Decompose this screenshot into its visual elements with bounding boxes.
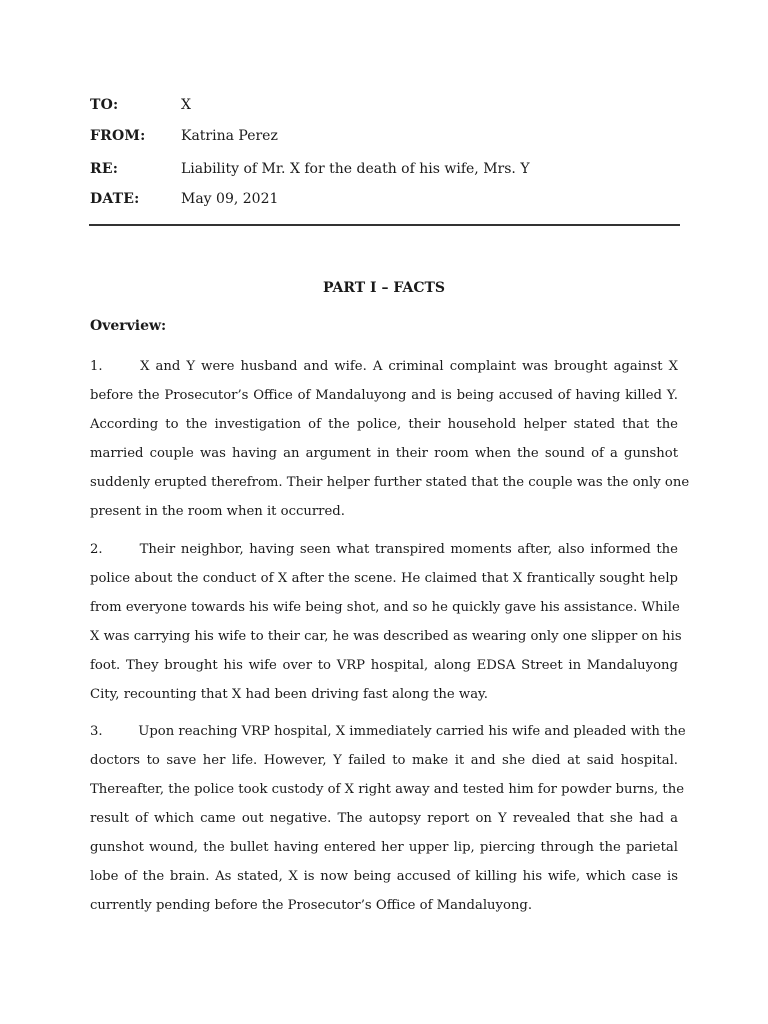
paragraph-line: police about the conduct of X after the scene. He claimed that X frantically sought help	[90, 571, 678, 586]
paragraph-line: before the Prosecutor’s Office of Mandaluyong and is being accused of having killed Y.	[90, 388, 678, 403]
paragraph-2	[90, 535, 682, 709]
paragraph-line	[90, 352, 678, 381]
memo-to-label: TO:	[90, 97, 119, 113]
part-heading: PART I – FACTS	[322, 280, 445, 296]
memo-date-value: May 09, 2021	[181, 191, 279, 207]
paragraph-line-text: Their neighbor, having seen what transpired moments after, also informed the	[139, 542, 678, 557]
paragraph-line: currently pending before the Prosecutor’s Office of Mandaluyong.	[90, 898, 533, 913]
paragraph-line: result of which came out negative. The autopsy report on Y revealed that she had a	[90, 811, 678, 826]
paragraph-line: gunshot wound, the bullet having entered her upper lip, piercing through the parietal	[90, 840, 678, 855]
paragraph-line	[90, 535, 678, 564]
paragraph-line: According to the investigation of the police, their household helper stated that the	[90, 417, 678, 432]
memo-from-value: Katrina Perez	[181, 128, 278, 144]
paragraph-line: foot. They brought his wife over to VRP hospital, along EDSA Street in Mandaluyong	[90, 658, 678, 673]
paragraph-line: X was carrying his wife to their car, he was described as wearing only one slipper on his	[90, 629, 682, 644]
paragraph-number: 1.	[90, 359, 103, 374]
paragraph-line: lobe of the brain. As stated, X is now being accused of killing his wife, which case is	[90, 869, 678, 884]
paragraph-3	[90, 717, 686, 920]
memo-date-label: DATE:	[90, 191, 140, 207]
memo-re-label: RE:	[90, 161, 119, 177]
paragraph-1	[90, 352, 690, 526]
paragraph-line	[90, 717, 686, 746]
paragraph-line: married couple was having an argument in their room when the sound of a gunshot	[90, 446, 678, 461]
paragraph-line: Thereafter, the police took custody of X right away and tested him for powder burns, the	[90, 782, 685, 797]
memo-re-value: Liability of Mr. X for the death of his wife, Mrs. Y	[181, 161, 530, 177]
paragraph-line-text: Upon reaching VRP hospital, X immediately carried his wife and pleaded with the	[138, 724, 686, 739]
header-divider	[89, 224, 680, 226]
paragraph-line: doctors to save her life. However, Y failed to make it and she died at said hospital.	[90, 753, 678, 768]
paragraph-number: 3.	[90, 724, 103, 739]
paragraph-line: City, recounting that X had been driving fast along the way.	[90, 687, 488, 702]
paragraph-number: 2.	[90, 542, 103, 557]
overview-heading: Overview:	[90, 318, 167, 334]
paragraph-line: from everyone towards his wife being shot, and so he quickly gave his assistance. While	[90, 600, 680, 615]
paragraph-line: suddenly erupted therefrom. Their helper further stated that the couple was the only one	[90, 475, 690, 490]
paragraph-line: present in the room when it occurred.	[90, 504, 345, 519]
memo-to-value: X	[181, 97, 191, 113]
memo-from-label: FROM:	[90, 128, 146, 144]
paragraph-line-text: X and Y were husband and wife. A criminal complaint was brought against X	[140, 359, 678, 374]
